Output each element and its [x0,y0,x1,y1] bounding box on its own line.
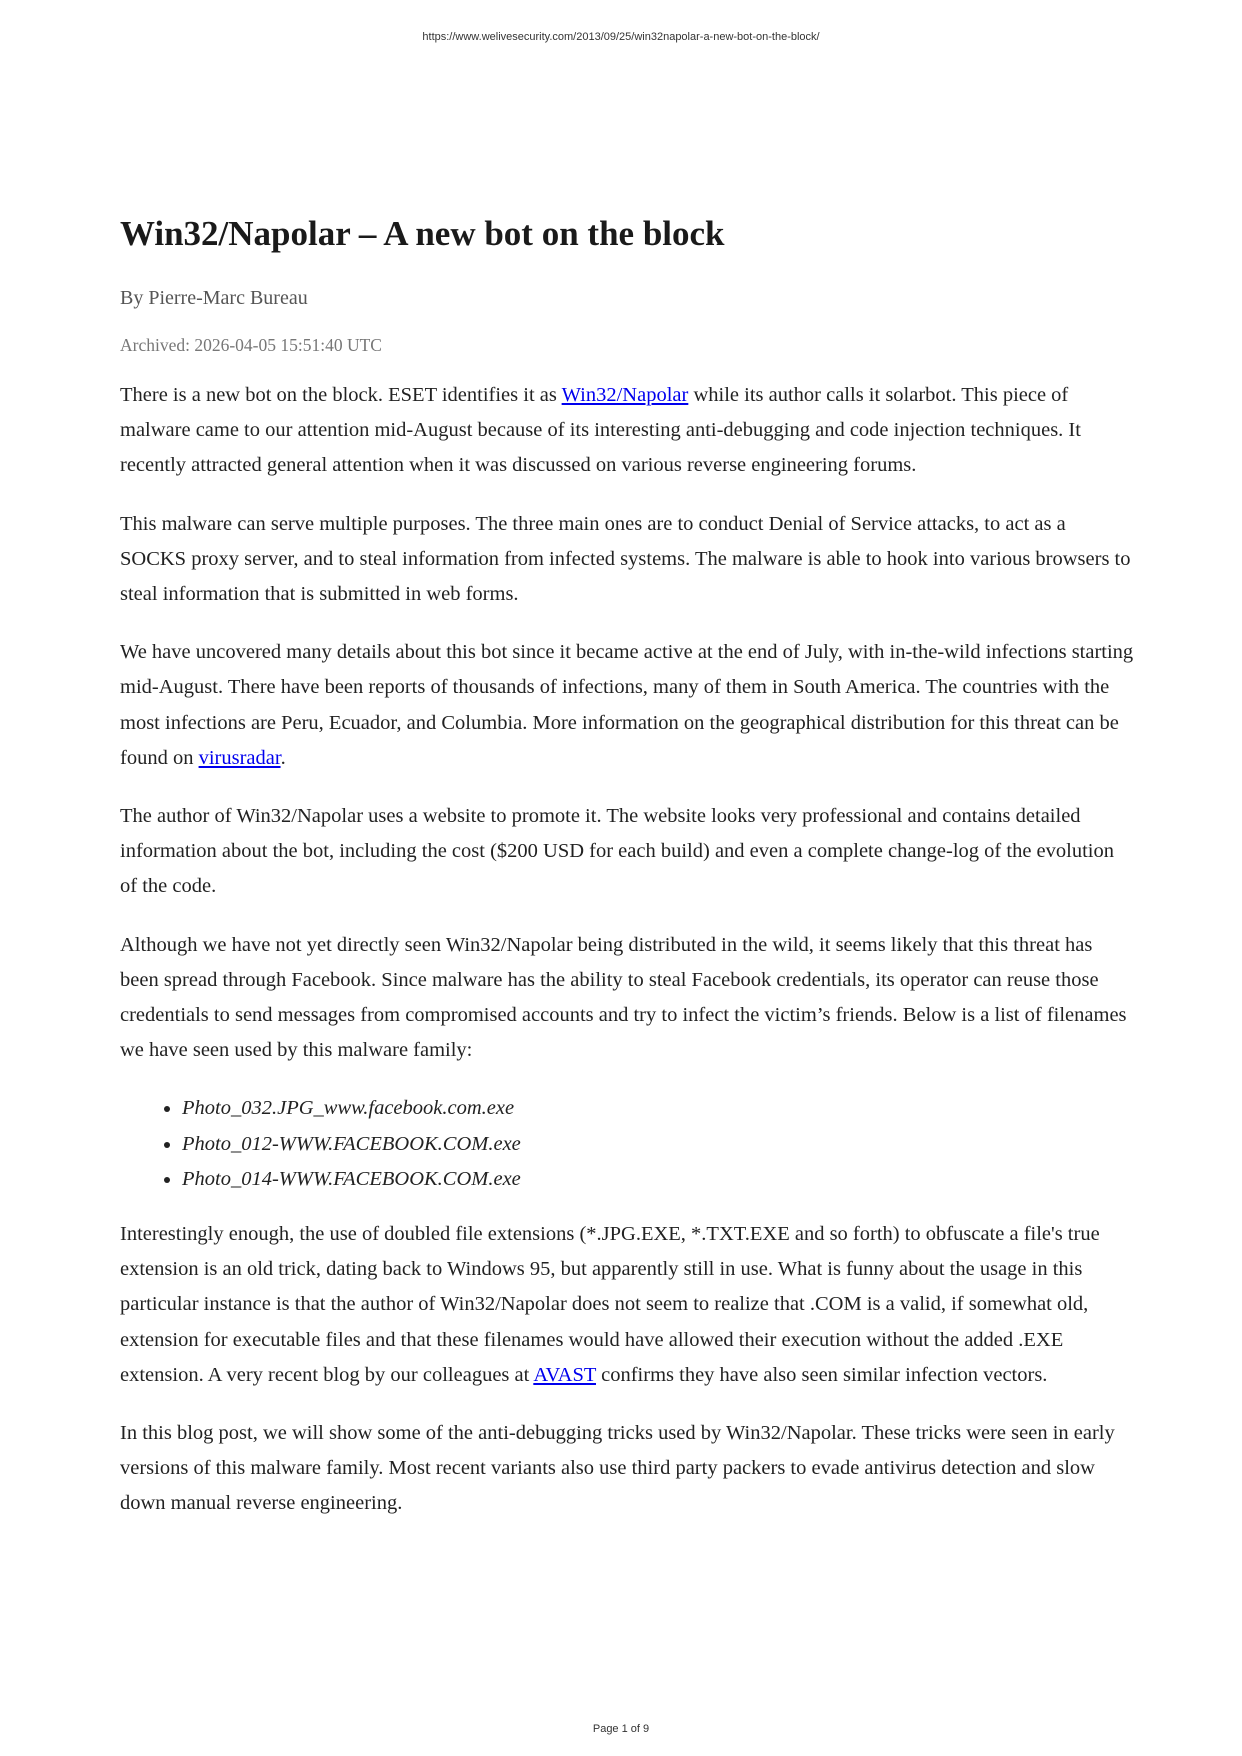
paragraph-2: This malware can serve multiple purposes. The three main ones are to conduct Denial of Service attacks, to act as a SOCKS proxy server, and to steal information from infected systems. The malware is able to hook into various browsers to steal information that is submitted in web forms. [120,512,1131,606]
text: . [280,746,286,769]
list-item: • Photo_014-WWW.FACEBOOK.COM.exe [182,1162,1134,1197]
byline: By Pierre-Marc Bureau [120,287,308,309]
list-item: • Photo_012-WWW.FACEBOOK.COM.exe [182,1127,1134,1162]
text: There is a new bot on the block. ESET identifies it as [120,384,562,406]
page-url-header: https://www.welivesecurity.com/2013/09/25/win32napolar-a-new-bot-on-the-block/ [422,31,820,43]
page-number: Page 1 of 9 [592,1723,650,1735]
link-avast[interactable]: AVAST [533,1363,596,1386]
article-title: Win32/Napolar – A new bot on the block [120,214,725,253]
link-win32-napolar[interactable]: Win32/Napolar [561,384,689,406]
text: We have uncovered many details about this bot since it became active at the end of July, with in-the-wild infections starting mid-August. There have been reports of thousands of infections, many of them in South America. The countries with the most infections are Peru, Ecuador, and Columbia. More information on the geographical distribution for this threat can be found on [120,641,1134,769]
text: confirms they have also seen similar infection vectors. [596,1363,1048,1386]
paragraph-4: The author of Win32/Napolar uses a website to promote it. The website looks very professional and contains detailed information about the bot, including the cost ($200 USD for each build) and even a complete change-log of the evolution of the code. [120,805,1114,898]
link-virusradar[interactable]: virusradar [198,746,281,769]
list-item: • Photo_032.JPG_www.facebook.com.exe [182,1091,1134,1126]
paragraph-3 [120,635,1134,776]
text: Interestingly enough, the use of doubled file extensions (*.JPG.EXE, *.TXT.EXE and so forth) to obfuscate a file's true extension is an old trick, dating back to Windows 95, but apparently still in use. What is funny about the usage in this particular instance is that the author of Win32/Napolar does not seem to realize that .COM is a valid, if somewhat old, extension for executable files and that these filenames would have allowed their execution without the added .EXE extension. A very recent blog by our colleagues at [120,1223,1100,1386]
paragraph-6 [120,1217,1134,1393]
archived-timestamp: Archived: 2026-04-05 15:51:40 UTC [120,335,382,355]
article [120,212,1134,1545]
paragraph-7: In this blog post, we will show some of the anti-debugging tricks used by Win32/Napolar. These tricks were seen in early versions of this malware family. Most recent variants also use third party packers to evade antivirus detection and slow down manual reverse engineering. [120,1422,1115,1515]
paragraph-5: Although we have not yet directly seen Win32/Napolar being distributed in the wild, it seems likely that this threat has been spread through Facebook. Since malware has the ability to steal Facebook credentials, its operator can reuse those credentials to send messages from compromised accounts and try to infect the victim’s friends. Below is a list of filenames we have seen used by this malware family: [120,933,1127,1062]
filename-list [120,1091,1134,1197]
text: while its author calls it solarbot. This piece of malware came to our attention mid-August because of its interesting anti-debugging and code injection techniques. It recently attracted general attention when it was discussed on various reverse engineering forums. [120,384,1081,477]
paragraph-1 [120,378,1134,484]
